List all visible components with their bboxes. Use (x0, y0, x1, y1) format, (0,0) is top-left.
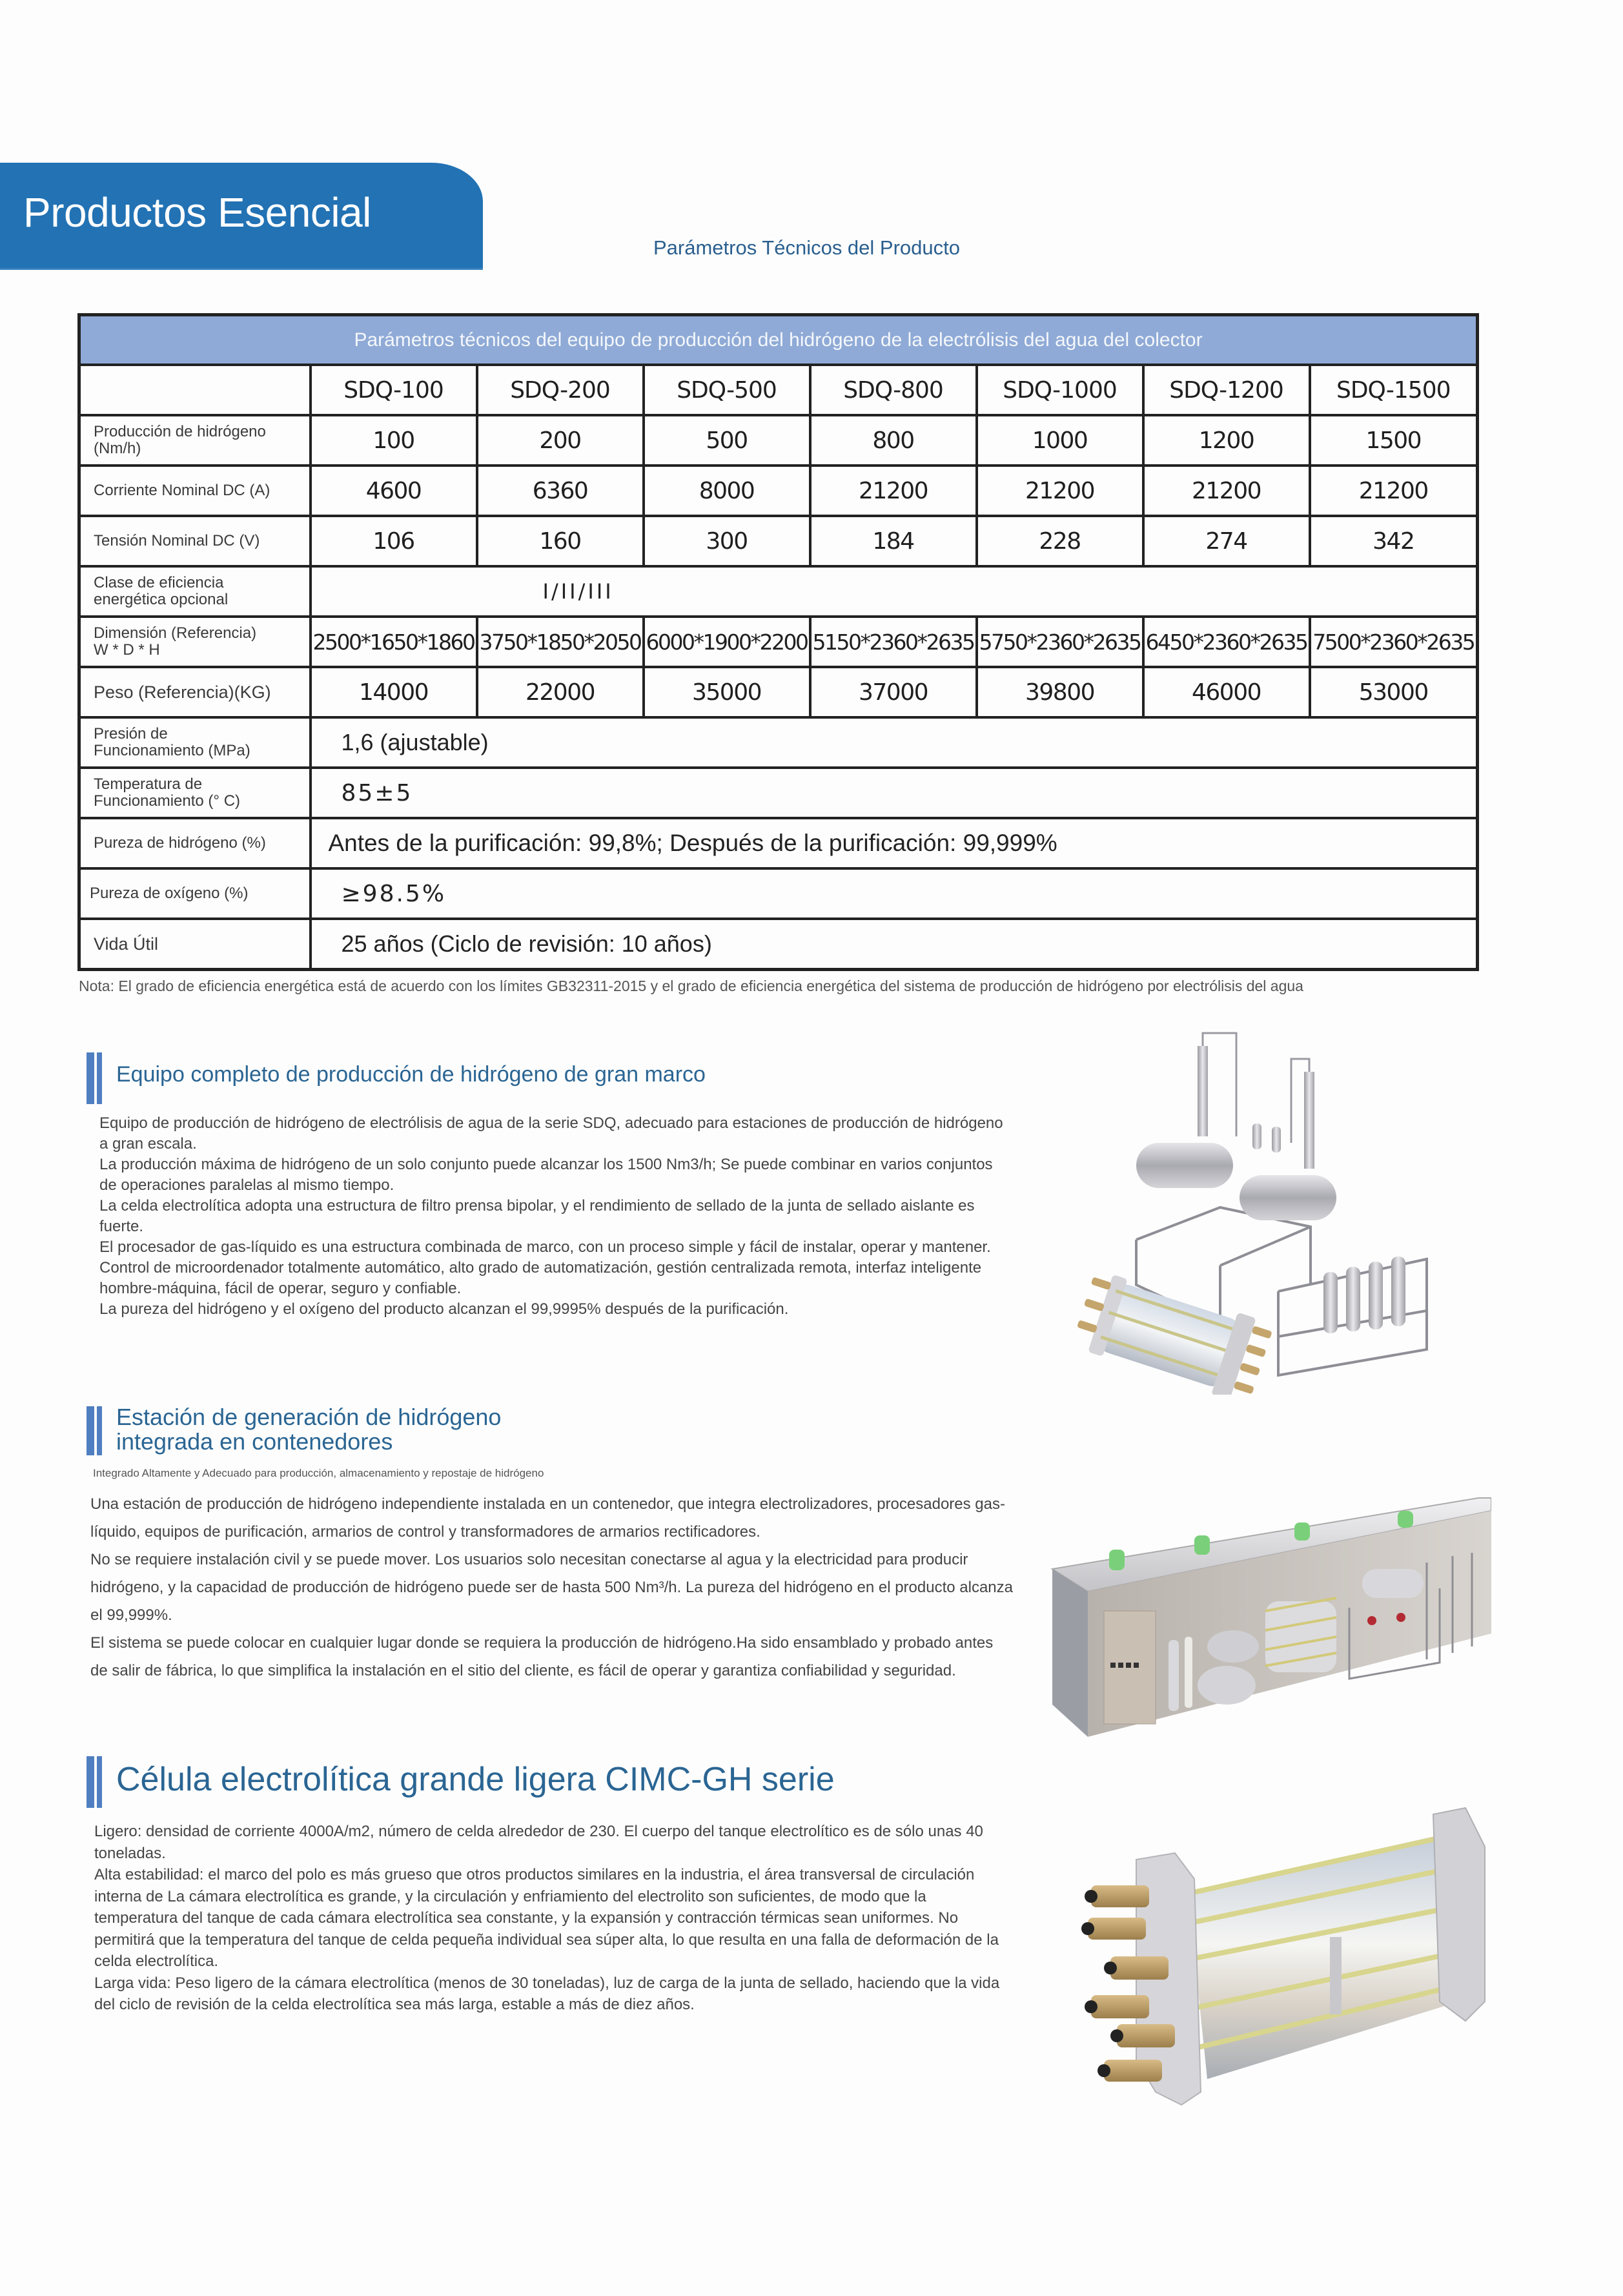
body-line: del ciclo de revisión de la celda electrolítica sea más larga, estable a más de diez años. (94, 1996, 695, 2013)
row-label (79, 566, 311, 617)
table-title-row (79, 315, 1478, 365)
title-banner (0, 163, 483, 270)
row-label: Peso (Referencia)(KG) (79, 667, 311, 717)
table-title: Parámetros técnicos del equipo de producción del hidrógeno de la electrólisis del agua del colector (79, 315, 1478, 365)
corner-cell (79, 365, 311, 415)
row-label: Tensión Nominal DC (V) (79, 516, 311, 566)
cell-value: 1,6 (ajustable) (311, 717, 1478, 768)
body-line: Larga vida: Peso ligero de la cámara electrolítica (menos de 30 toneladas), luz de carga de la junta de sellado, haciendo que la vida (94, 1974, 1000, 1992)
table-row-production (79, 415, 1478, 466)
cell-value: 7500*2360*2635 (1310, 617, 1478, 667)
page-title: Productos Esencial (23, 189, 371, 236)
cell-value: 21200 (977, 466, 1143, 516)
cell-value: 2500*1650*1860 (311, 617, 477, 667)
cell-value: 25 años (Ciclo de revisión: 10 años) (311, 919, 1478, 970)
section-body-estacion (90, 1490, 1013, 1685)
section-subtitle-estacion: Integrado Altamente y Adecuado para producción, almacenamiento y repostaje de hidrógeno (93, 1467, 544, 1479)
body-line: El procesador de gas-líquido es una estructura combinada de marco, con un proceso simple y fácil de instalar, operar y mantener. (99, 1238, 991, 1256)
body-line: toneladas. (94, 1844, 166, 1862)
electrolytic-cell-image (1046, 1789, 1491, 2111)
cell-value: 5150*2360*2635 (810, 617, 977, 667)
row-label: Pureza de oxígeno (%) (79, 868, 311, 919)
body-line: interna de La cámara electrolítica es grande, y la circulación y enfriamiento del electrolito son suficientes, de modo que la (94, 1887, 926, 1905)
cell-value: 14000 (311, 667, 477, 717)
row-label: Pureza de hidrógeno (%) (79, 818, 311, 868)
body-line: temperatura del tanque de cada cámara electrolítica sea constante, y la expansión y contracción térmicas sean uniformes. No (94, 1909, 959, 1927)
body-line: de operaciones paralelas al mismo tiempo. (99, 1176, 394, 1194)
model-header: SDQ-200 (477, 365, 644, 415)
model-header: SDQ-500 (644, 365, 810, 415)
table-row-h2-purity (79, 818, 1478, 868)
row-label: Vida Útil (79, 919, 311, 970)
row-label (79, 415, 311, 466)
row-label (79, 717, 311, 768)
section-accent-bar (87, 1406, 94, 1455)
section-body-equipo (99, 1113, 1003, 1320)
table-row-dimension (79, 617, 1478, 667)
cell-value: 800 (810, 415, 977, 466)
section-title-line: Estación de generación de hidrógeno (116, 1404, 502, 1430)
table-row-efficiency (79, 566, 1478, 617)
cell-value: 21200 (810, 466, 977, 516)
row-label: Corriente Nominal DC (A) (79, 466, 311, 516)
cell-value: 106 (311, 516, 477, 566)
cell-value: 22000 (477, 667, 644, 717)
model-header: SDQ-1500 (1310, 365, 1478, 415)
cell-value: I/II/III (311, 566, 1478, 617)
cell-value: 274 (1143, 516, 1310, 566)
section-title-estacion (116, 1405, 501, 1454)
model-header: SDQ-1000 (977, 365, 1143, 415)
cell-value: 228 (977, 516, 1143, 566)
cell-value: 100 (311, 415, 477, 466)
body-line: celda electrolítica. (94, 1953, 219, 1970)
model-header: SDQ-1200 (1143, 365, 1310, 415)
row-label-line: Presión de (94, 725, 168, 743)
body-line: Equipo de producción de hidrógeno de electrólisis de agua de la serie SDQ, adecuado para estaciones de producción de hidrógeno (99, 1114, 1003, 1132)
cell-value: 300 (644, 516, 810, 566)
section-title-equipo: Equipo completo de producción de hidrógeno de gran marco (116, 1062, 706, 1087)
body-line: Ligero: densidad de corriente 4000A/m2, número de celda alrededor de 230. El cuerpo del tanque electrolítico es de sólo unas 40 (94, 1823, 983, 1840)
cell-value: 1200 (1143, 415, 1310, 466)
table-row-voltage (79, 516, 1478, 566)
section-accent-bar (97, 1052, 102, 1104)
cell-value: 6450*2360*2635 (1143, 617, 1310, 667)
body-line: el 99,999%. (90, 1606, 172, 1624)
cell-value: 3750*1850*2050 (477, 617, 644, 667)
model-header: SDQ-800 (810, 365, 977, 415)
table-row-life (79, 919, 1478, 970)
cell-value: 37000 (810, 667, 977, 717)
cell-value: 6000*1900*2200 (644, 617, 810, 667)
cell-value: 342 (1310, 516, 1478, 566)
cell-value: 85±5 (311, 768, 1478, 818)
section-title-celula: Célula electrolítica grande ligera CIMC-GH serie (116, 1761, 835, 1798)
hydrogen-plant-image (1065, 1014, 1465, 1395)
body-line: Control de microordenador totalmente automático, alto grado de automatización, gestión centralizada remota, interfaz inteligente (99, 1259, 982, 1276)
cell-value: Antes de la purificación: 99,8%; Después de la purificación: 99,999% (311, 818, 1478, 868)
body-line: de salir de fábrica, lo que simplifica la instalación en el sitio del cliente, es fácil de operar y garantiza confiabilidad y seguridad. (90, 1662, 956, 1679)
section-accent-bar (87, 1756, 94, 1808)
table-row-current (79, 466, 1478, 516)
row-label-line: Dimensión (Referencia) (94, 624, 257, 642)
cell-value: 1000 (977, 415, 1143, 466)
body-line: líquido, equipos de purificación, armarios de control y transformadores de armarios rectificadores. (90, 1523, 760, 1541)
row-label (79, 617, 311, 667)
body-line: a gran escala. (99, 1135, 197, 1153)
section-body-celula (94, 1821, 999, 2016)
cell-value: 184 (810, 516, 977, 566)
table-row-o2-purity (79, 868, 1478, 919)
cell-value: 500 (644, 415, 810, 466)
cell-value: 46000 (1143, 667, 1310, 717)
cell-value: 160 (477, 516, 644, 566)
cell-value: 1500 (1310, 415, 1478, 466)
section-accent-bar (97, 1756, 102, 1808)
row-label-line: W * D * H (94, 641, 160, 659)
cell-value: 6360 (477, 466, 644, 516)
body-line: Alta estabilidad: el marco del polo es más grueso que otros productos similares en la industria, el área transversal de circulación (94, 1866, 975, 1883)
body-line: La celda electrolítica adopta una estructura de filtro prensa bipolar, y el rendimiento de sellado de la junta de sellado aislante es (99, 1197, 975, 1215)
section-accent-bar (87, 1052, 94, 1104)
cell-value: 8000 (644, 466, 810, 516)
table-section-subtitle: Parámetros Técnicos del Producto (653, 236, 960, 259)
cell-value: 21200 (1143, 466, 1310, 516)
table-row-temperature (79, 768, 1478, 818)
row-label-line: (Nm/h) (94, 440, 141, 457)
cell-value: 5750*2360*2635 (977, 617, 1143, 667)
table-note: Nota: El grado de eficiencia energética está de acuerdo con los límites GB32311-2015 y el grado de eficiencia energética del sistema de producción de hidrógeno por electrólisis del agua (79, 978, 1303, 994)
row-label-line: Funcionamiento (MPa) (94, 742, 250, 759)
row-label-line: energética opcional (94, 591, 229, 608)
section-accent-bar (97, 1406, 102, 1455)
body-line: No se requiere instalación civil y se puede mover. Los usuarios solo necesitan conectarse al agua y la electricidad para producir (90, 1551, 968, 1568)
body-line: fuerte. (99, 1218, 144, 1235)
cell-value: 53000 (1310, 667, 1478, 717)
row-label-line: Clase de eficiencia (94, 574, 224, 591)
model-header: SDQ-100 (311, 365, 477, 415)
body-line: La pureza del hidrógeno y el oxígeno del producto alcanzan el 99,9995% después de la purificación. (99, 1300, 789, 1318)
section-title-line: integrada en contenedores (116, 1428, 393, 1455)
cell-value: ≥98.5% (311, 868, 1478, 919)
table-row-pressure (79, 717, 1478, 768)
row-label-line: Temperatura de (94, 775, 203, 793)
row-label-line: Funcionamiento (° C) (94, 792, 241, 810)
body-line: Una estación de producción de hidrógeno independiente instalada en un contenedor, que integra electrolizadores, procesadores gas- (90, 1495, 1005, 1513)
cell-value: 39800 (977, 667, 1143, 717)
body-line: permitirá que la temperatura del tanque de celda pequeña individual sea súper alta, lo que resulta en una falla de deformación de la (94, 1931, 999, 1949)
container-station-image (1039, 1491, 1491, 1737)
row-label (79, 768, 311, 818)
body-line: hidrógeno, y la capacidad de producción de hidrógeno puede ser de hasta 500 Nm³/h. La pureza del hidrógeno en el producto alcanza (90, 1579, 1013, 1596)
cell-value: 200 (477, 415, 644, 466)
cell-value: 4600 (311, 466, 477, 516)
body-line: La producción máxima de hidrógeno de un solo conjunto puede alcanzar los 1500 Nm3/h; Se puede combinar en varios conjuntos (99, 1156, 993, 1173)
cell-value: 21200 (1310, 466, 1478, 516)
body-line: hombre-máquina, fácil de operar, seguro y confiable. (99, 1280, 462, 1297)
table-row-weight (79, 667, 1478, 717)
cell-value: 35000 (644, 667, 810, 717)
row-label-line: Producción de hidrógeno (94, 423, 266, 440)
model-header-row (79, 365, 1478, 415)
body-line: El sistema se puede colocar en cualquier lugar donde se requiera la producción de hidrógeno.Ha sido ensamblado y probado antes (90, 1634, 994, 1652)
spec-table (77, 313, 1479, 971)
